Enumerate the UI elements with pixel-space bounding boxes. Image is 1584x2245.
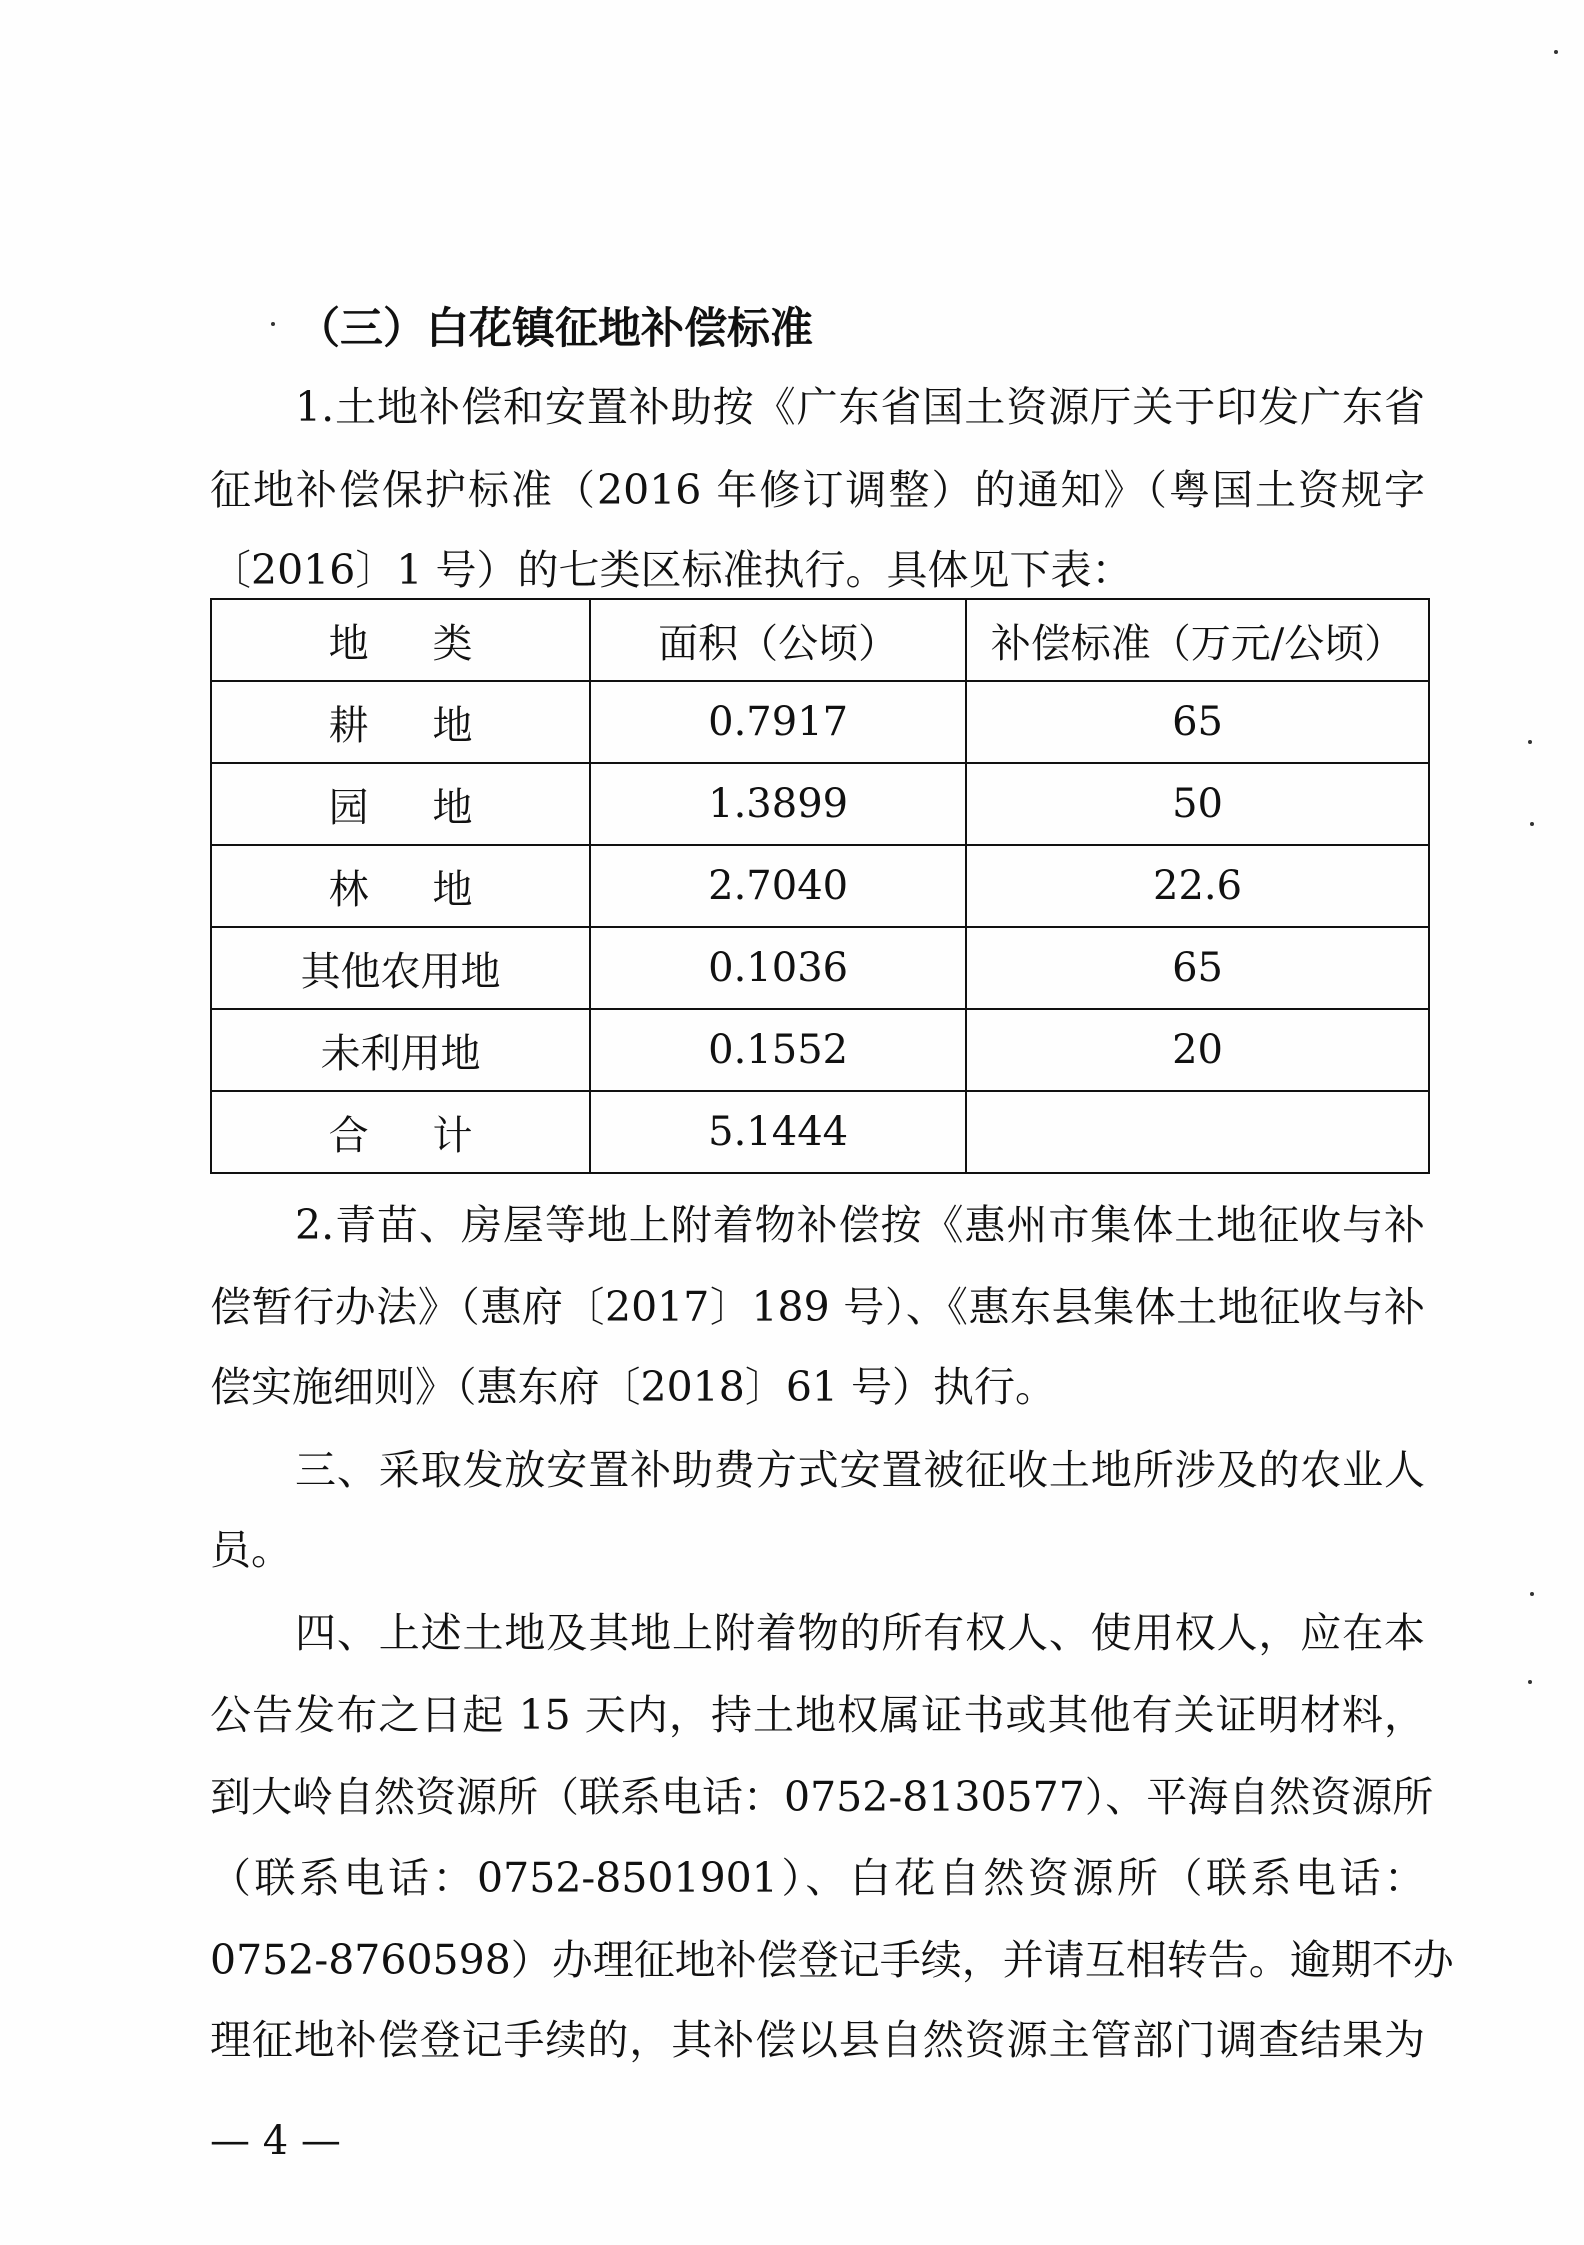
paragraph-2-line-3: 偿实施细则》（惠东府〔2018〕61 号）执行。 xyxy=(210,1363,1057,1411)
paragraph-1-line-1: 1.土地补偿和安置补助按《广东省国土资源厅关于印发广东省 xyxy=(295,383,1425,431)
table-row-total xyxy=(211,1091,1429,1173)
header-standard: 补偿标准（万元/公顷） xyxy=(966,599,1429,681)
cell-standard: 22.6 xyxy=(966,845,1429,927)
cell-area: 5.1444 xyxy=(590,1091,966,1173)
scan-speck xyxy=(271,322,275,326)
cell-land-type: 未利用地 xyxy=(211,1009,590,1091)
paragraph-4-line-3: 到大岭自然资源所（联系电话：0752-8130577）、平海自然资源所 xyxy=(210,1773,1434,1821)
scan-speck xyxy=(1530,1592,1534,1596)
paragraph-2-line-1: 2.青苗、房屋等地上附着物补偿按《惠州市集体土地征收与补 xyxy=(295,1201,1425,1249)
cell-area: 0.7917 xyxy=(590,681,966,763)
paragraph-4-line-5: 0752-8760598）办理征地补偿登记手续，并请互相转告。逾期不办 xyxy=(210,1936,1454,1984)
cell-standard: 65 xyxy=(966,681,1429,763)
cell-land-type: 林地 xyxy=(211,845,590,927)
cell-area: 0.1552 xyxy=(590,1009,966,1091)
paragraph-4-line-1: 四、上述土地及其地上附着物的所有权人、使用权人，应在本 xyxy=(295,1609,1425,1657)
cell-land-type: 其他农用地 xyxy=(211,927,590,1009)
cell-area: 1.3899 xyxy=(590,763,966,845)
paragraph-4-line-6: 理征地补偿登记手续的，其补偿以县自然资源主管部门调查结果为 xyxy=(210,2016,1425,2064)
table-header-row xyxy=(211,599,1429,681)
cell-standard: 50 xyxy=(966,763,1429,845)
page-number: — 4 — xyxy=(210,2118,341,2164)
paragraph-4-line-2: 公告发布之日起 15 天内，持土地权属证书或其他有关证明材料， xyxy=(210,1691,1425,1739)
cell-standard: 65 xyxy=(966,927,1429,1009)
header-land-type: 地类 xyxy=(211,599,590,681)
paragraph-3-line-1: 三、采取发放安置补助费方式安置被征收土地所涉及的农业人 xyxy=(295,1446,1425,1494)
cell-area: 2.7040 xyxy=(590,845,966,927)
table-row xyxy=(211,845,1429,927)
cell-land-type: 合计 xyxy=(211,1091,590,1173)
paragraph-2-line-2: 偿暂行办法》（惠府〔2017〕189 号）、《惠东县集体土地征收与补 xyxy=(210,1283,1425,1331)
paragraph-1-line-3: 〔2016〕1 号）的七类区标准执行。具体见下表： xyxy=(210,546,1133,594)
cell-land-type: 园地 xyxy=(211,763,590,845)
paragraph-1-line-2: 征地补偿保护标准（2016 年修订调整）的通知》（粤国土资规字 xyxy=(210,466,1425,514)
table-row xyxy=(211,1009,1429,1091)
cell-standard: 20 xyxy=(966,1009,1429,1091)
scan-speck xyxy=(1530,822,1534,826)
compensation-table xyxy=(210,598,1430,1174)
table-row xyxy=(211,763,1429,845)
cell-area: 0.1036 xyxy=(590,927,966,1009)
paragraph-4-line-4: （联系电话：0752-8501901）、白花自然资源所（联系电话： xyxy=(210,1854,1425,1902)
section-heading: （三）白花镇征地补偿标准 xyxy=(297,304,813,354)
header-area: 面积（公顷） xyxy=(590,599,966,681)
cell-standard xyxy=(966,1091,1429,1173)
cell-land-type: 耕地 xyxy=(211,681,590,763)
scan-speck xyxy=(1528,1680,1532,1684)
scan-speck xyxy=(1554,50,1558,54)
table-row xyxy=(211,681,1429,763)
scan-speck xyxy=(1528,740,1532,744)
paragraph-3-line-2: 员。 xyxy=(210,1526,292,1574)
table-row xyxy=(211,927,1429,1009)
